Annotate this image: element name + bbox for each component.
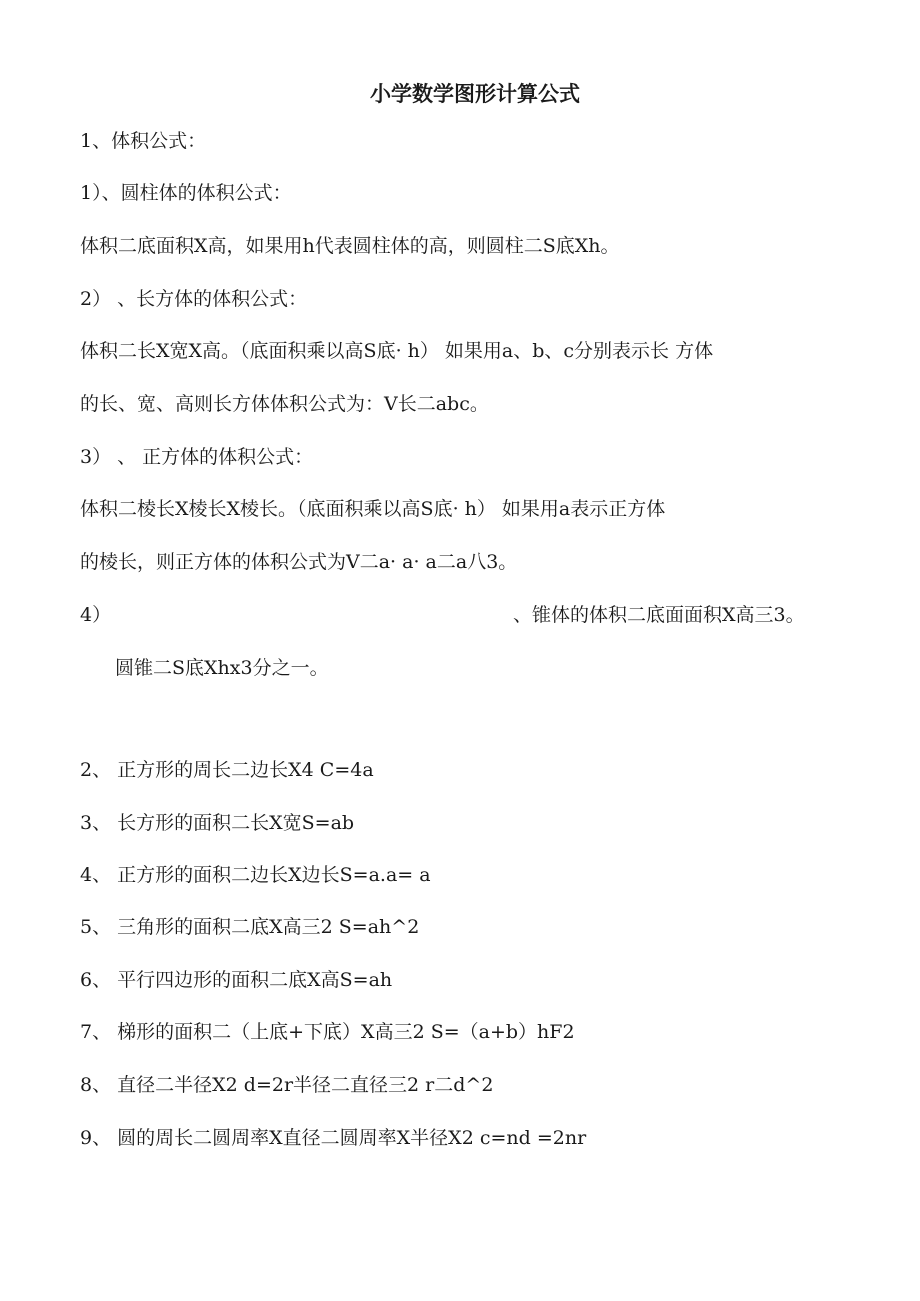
cuboid-heading: 2） 、长方体的体积公式： <box>80 288 308 310</box>
formula-item: 8、 直径二半径X2 d=2r半径二直径三2 r二d^2 <box>80 1074 494 1096</box>
cube-heading: 3） 、 正方体的体积公式： <box>80 446 314 468</box>
cone-text: 、锥体的体积二底面面积X高三3。 <box>513 604 805 626</box>
cylinder-heading: 1）、圆柱体的体积公式： <box>80 182 292 204</box>
cylinder-text: 体积二底面积X高，如果用h代表圆柱体的高，则圆柱二S底Xh。 <box>80 235 620 257</box>
formula-item: 2、 正方形的周长二边长X4 C=4a <box>80 759 374 781</box>
cone-number: 4） <box>80 604 112 626</box>
cube-text-line-2: 的棱长，则正方体的体积公式为V二a· a· a二a八3。 <box>80 551 518 573</box>
formula-item: 4、 正方形的面积二边长X边长S=a.a= a <box>80 864 431 886</box>
page-title: 小学数学图形计算公式 <box>370 82 580 106</box>
formula-item: 7、 梯形的面积二（上底+下底）X高三2 S=（a+b）hF2 <box>80 1021 575 1043</box>
cone-formula: 圆锥二S底Xhx3分之一。 <box>115 657 329 679</box>
formula-item: 9、 圆的周长二圆周率X直径二圆周率X半径X2 c=nd =2nr <box>80 1127 587 1149</box>
section-volume-heading: 1、体积公式： <box>80 130 207 152</box>
formula-item: 6、 平行四边形的面积二底X高S=ah <box>80 969 393 991</box>
formula-item: 5、 三角形的面积二底X高三2 S=ah^2 <box>80 916 420 938</box>
cuboid-text-line-2: 的长、宽、高则长方体体积公式为：V长二abc。 <box>80 393 489 415</box>
cube-text-line-1: 体积二棱长X棱长X棱长。（底面积乘以高S底· h） 如果用a表示正方体 <box>80 498 666 520</box>
formula-item: 3、 长方形的面积二长X宽S=ab <box>80 812 355 834</box>
cuboid-text-line-1: 体积二长X宽X高。（底面积乘以高S底· h） 如果用a、b、c分别表示长 方体 <box>80 340 714 362</box>
